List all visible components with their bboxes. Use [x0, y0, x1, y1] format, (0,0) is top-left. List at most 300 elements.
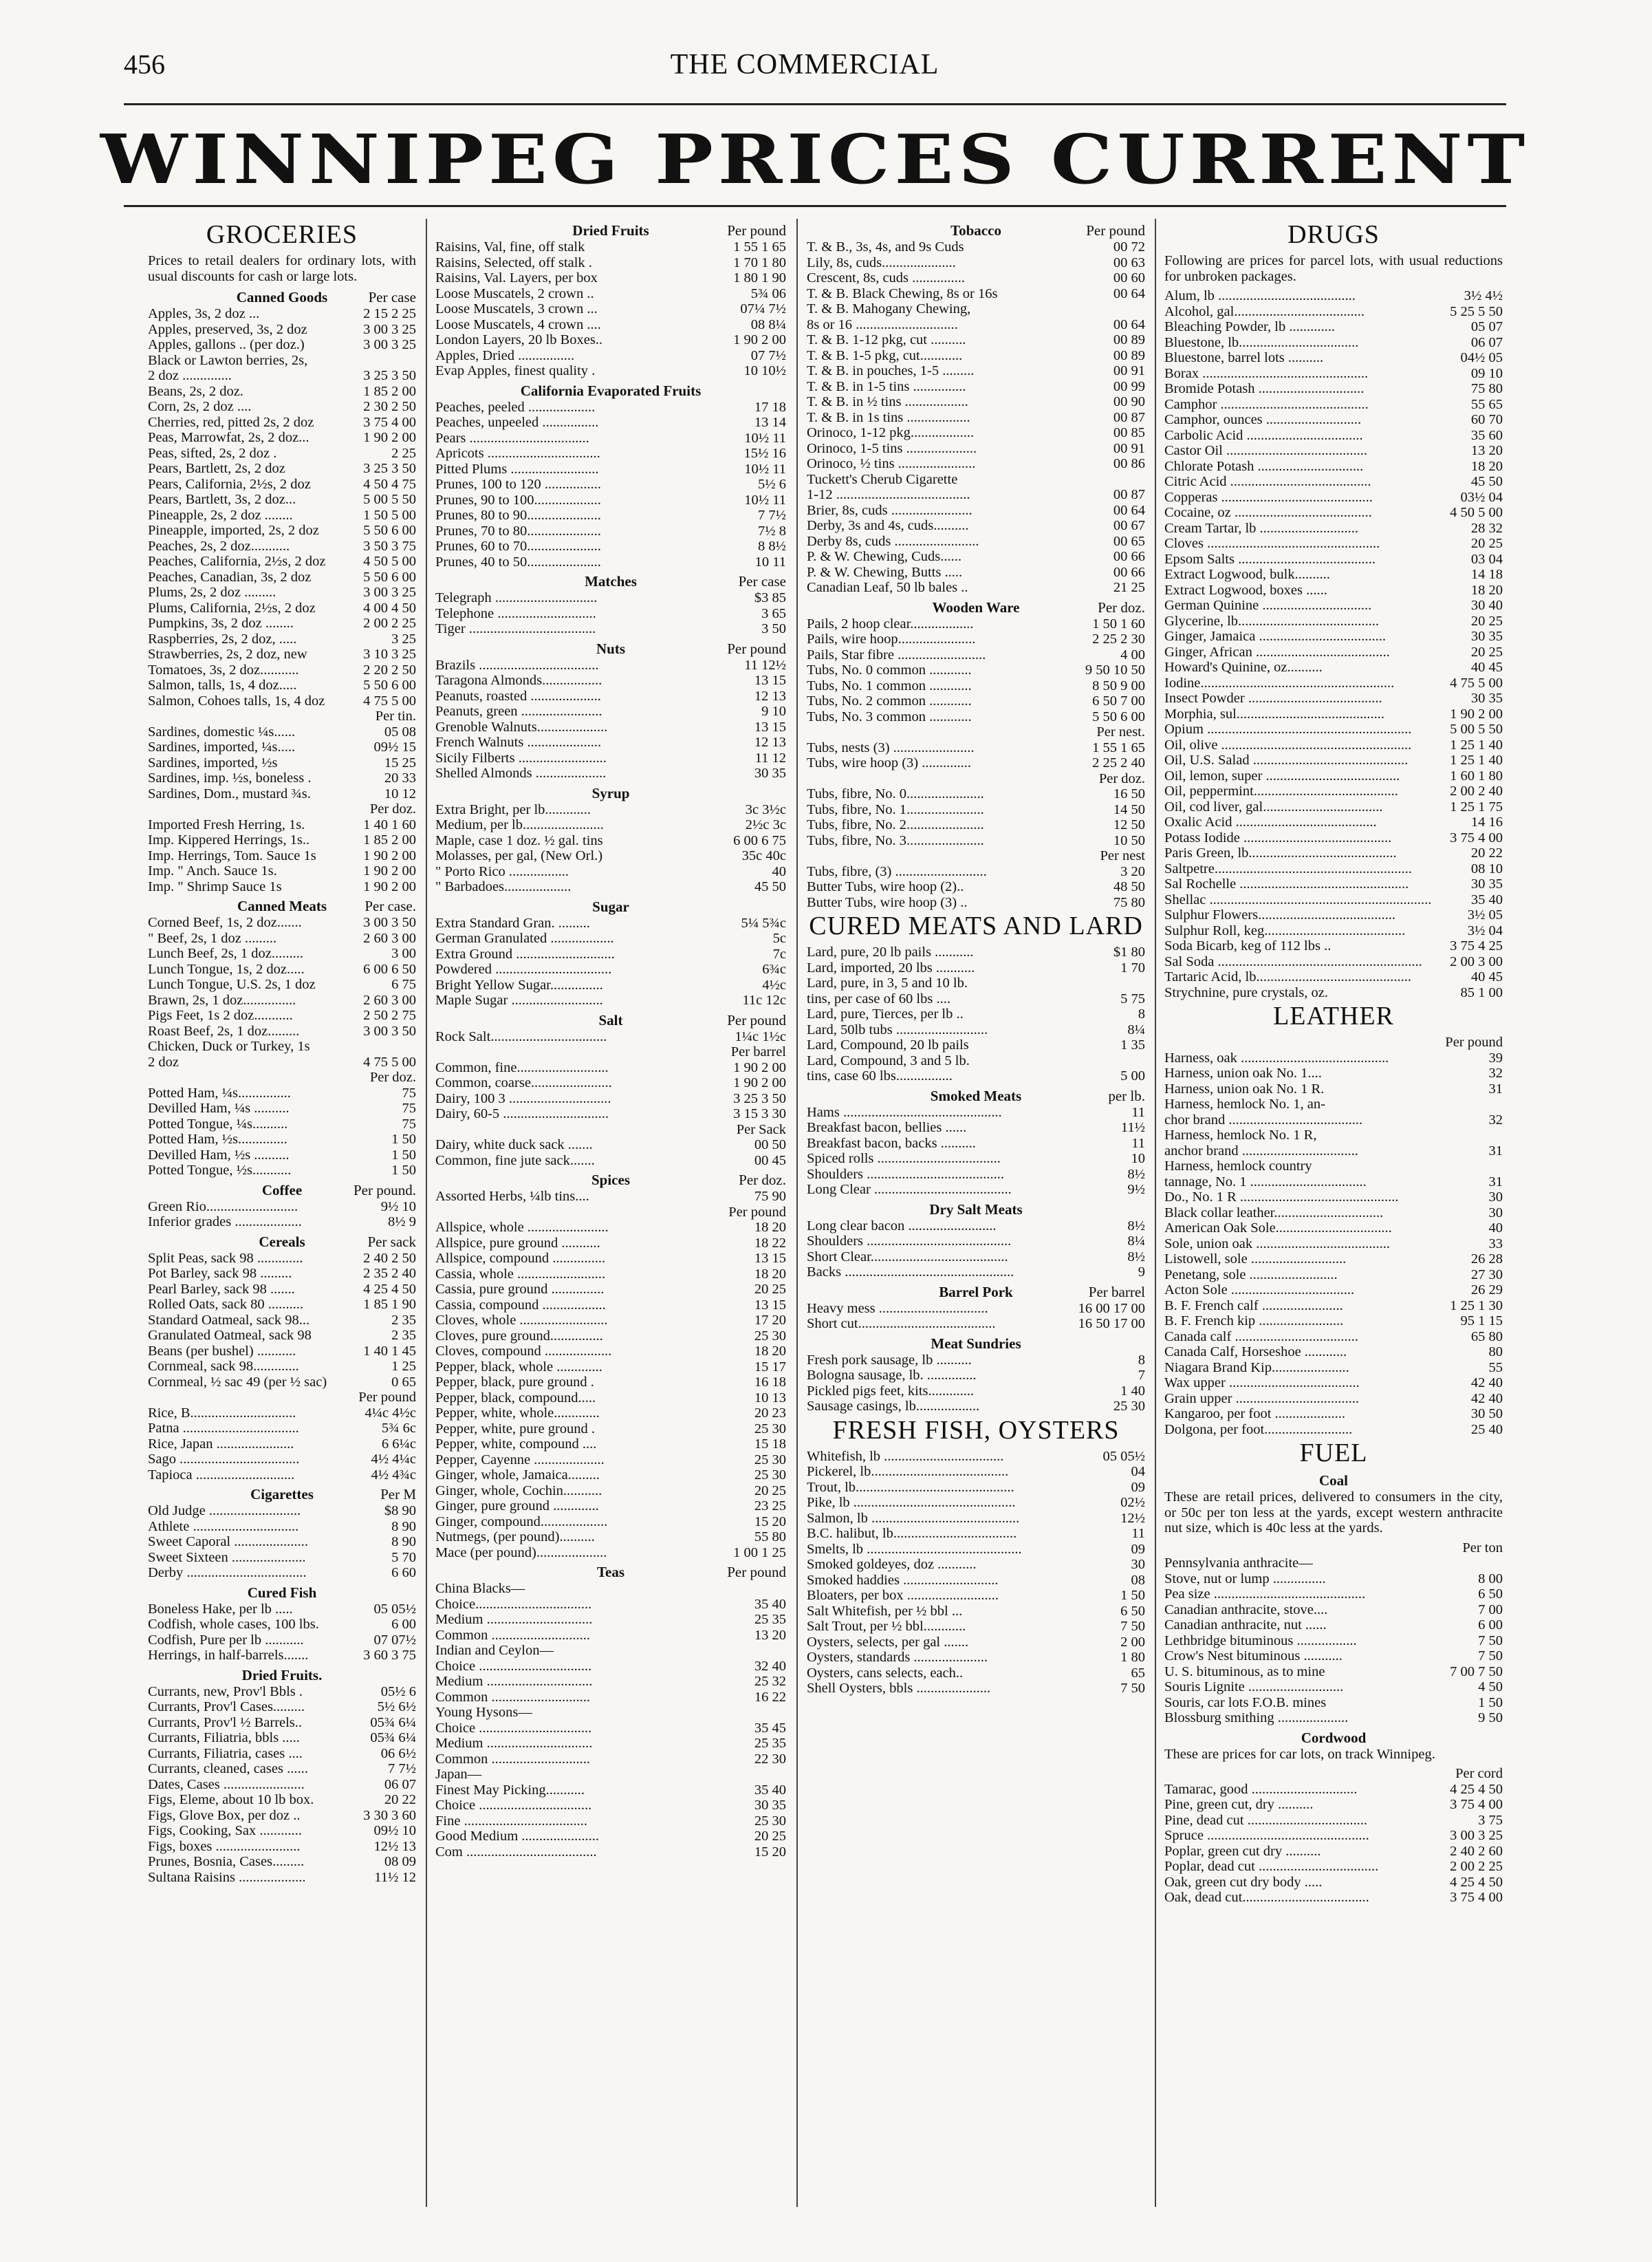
item-name: Heavy mess ...............................: [807, 1300, 988, 1316]
item-name: Prunes, 70 to 80.....................: [435, 523, 601, 539]
price-row: [807, 239, 1145, 255]
price-row: [148, 647, 416, 663]
item-price: 30: [1488, 1205, 1503, 1220]
item-price: 4 75 5 00: [363, 1054, 416, 1070]
price-row: [807, 1006, 1145, 1022]
price-row: [148, 786, 416, 802]
item-name: Peaches, 2s, 2 doz...........: [148, 538, 290, 554]
price-row: [148, 523, 416, 539]
price-row: [807, 1650, 1145, 1666]
price-row: [148, 693, 416, 709]
price-row: [435, 1467, 786, 1483]
item-price: 10 13: [754, 1390, 786, 1405]
item-price: 2 35 2 40: [363, 1266, 416, 1281]
price-row: [435, 1282, 786, 1297]
item-name: Copperas ...........................................: [1164, 489, 1373, 505]
item-name: P. & W. Chewing, Cuds......: [807, 549, 961, 564]
item-name: Prunes, 80 to 90.....................: [435, 508, 601, 523]
item-name: Saltpetre........................................................: [1164, 861, 1412, 876]
item-price: 2 25 2 40: [1092, 755, 1145, 771]
section-heading: GROCERIES: [206, 220, 358, 249]
item-price: 3 00: [391, 946, 416, 961]
unit-label: per lb.: [1108, 1087, 1145, 1104]
price-row: [807, 1383, 1145, 1399]
item-price: 1 55 1 65: [733, 239, 786, 255]
item-name: Pickled pigs feet, kits.............: [807, 1383, 975, 1399]
item-price: 09½ 15: [373, 740, 416, 755]
subsection-heading: [148, 1485, 416, 1503]
price-row: [807, 503, 1145, 519]
item-name: Pepper, Cayenne ....................: [435, 1452, 605, 1467]
item-price: 12½ 13: [373, 1838, 416, 1854]
price-row: [435, 590, 786, 606]
price-row: [148, 1405, 416, 1421]
price-row: [807, 1316, 1145, 1332]
price-row: [807, 1264, 1145, 1280]
item-name: T. & B. in 1s tins ..................: [807, 409, 970, 425]
item-price: 3 00 3 25: [363, 585, 416, 600]
item-name: Currants, cleaned, cases ......: [148, 1761, 308, 1776]
price-row: [807, 1234, 1145, 1249]
item-price: 1 90 2 00: [363, 848, 416, 863]
item-price: 3 25 3 50: [363, 368, 416, 383]
item-price: 35 60: [1470, 427, 1503, 443]
item-name: Insect Powder ......................................: [1164, 691, 1382, 706]
item-name: Apples, Dried ................: [435, 347, 575, 363]
item-price: 1 90 2 00: [1450, 706, 1503, 722]
item-price: 20 25: [754, 1282, 786, 1297]
item-price: $8 90: [384, 1503, 416, 1518]
item-name: Tiger ....................................: [435, 621, 596, 636]
price-row: [435, 239, 786, 255]
item-name: Sardines, imp. ½s, boneless .: [148, 771, 312, 786]
price-row: [807, 425, 1145, 441]
item-price: 8: [1138, 1352, 1145, 1368]
price-row: [148, 1008, 416, 1024]
item-name: Spruce ..............................................: [1164, 1828, 1369, 1843]
item-price: 06 6½: [380, 1745, 416, 1761]
item-name: chor brand ......................................: [1164, 1112, 1363, 1128]
item-price: 25 35: [754, 1736, 786, 1751]
item-name: Poplar, dead cut ..................................: [1164, 1859, 1379, 1874]
item-name: Herrings, in half-barrels.......: [148, 1648, 309, 1663]
item-price: 20 25: [754, 1483, 786, 1498]
item-name: Salmon, Cohoes talls, 1s, 4 doz: [148, 693, 325, 709]
price-row: [807, 565, 1145, 581]
item-name: Cornmeal, sack 98.............: [148, 1359, 299, 1374]
price-row: [435, 1153, 786, 1169]
price-row: [1164, 583, 1503, 599]
price-row: [1164, 1797, 1503, 1813]
price-row: [148, 1101, 416, 1117]
item-name: Pepper, black, compound.....: [435, 1390, 596, 1405]
item-price: 2 30 2 50: [363, 399, 416, 414]
item-price: 2 35: [391, 1328, 416, 1343]
item-name: Chicken, Duck or Turkey, 1s: [148, 1039, 310, 1054]
price-row: [1164, 1555, 1503, 1571]
item-price: 3 50: [761, 621, 786, 636]
item-name: Rice, B..............................: [148, 1405, 296, 1421]
price-row: [807, 1464, 1145, 1480]
item-price: 31: [1488, 1174, 1503, 1189]
item-price: 6 00: [391, 1617, 416, 1632]
price-row: [435, 431, 786, 446]
item-price: 30 35: [754, 766, 786, 781]
item-price: 75: [402, 1116, 416, 1132]
item-price: 8½: [1127, 1218, 1145, 1234]
item-name: Oak, dead cut....................................: [1164, 1890, 1369, 1905]
item-name: Tamarac, good ..............................: [1164, 1781, 1358, 1797]
item-price: 3 00 3 50: [363, 915, 416, 930]
item-price: 4 50 4 75: [363, 476, 416, 492]
column-2: [435, 219, 786, 2207]
price-row: [148, 1266, 416, 1282]
price-row: [807, 1480, 1145, 1496]
item-name: Potass Iodide ..........................................: [1164, 830, 1392, 845]
item-name: Nutmegs, (per pound)..........: [435, 1529, 595, 1544]
item-name: 8s or 16 .............................: [807, 316, 958, 332]
price-row: [1164, 1205, 1503, 1221]
price-row: [807, 817, 1145, 833]
item-price: 25 32: [754, 1674, 786, 1689]
price-row: [807, 709, 1145, 725]
item-name: Sardines, domestic ¼s......: [148, 724, 296, 740]
item-price: 30 50: [1470, 1406, 1503, 1421]
price-row: [807, 976, 1145, 991]
item-price: 4½c: [762, 977, 786, 993]
item-name: Cloves .................................................: [1164, 536, 1380, 551]
item-name: Black collar leather...............................: [1164, 1205, 1384, 1220]
item-price: 4¼c 4½c: [365, 1405, 416, 1421]
item-name: Loose Muscatels, 3 crown ...: [435, 301, 598, 316]
price-row: [148, 962, 416, 978]
price-row: [435, 766, 786, 782]
item-price: 42 40: [1470, 1390, 1503, 1406]
item-name: Medium ..............................: [435, 1674, 593, 1689]
item-price: 7 7½: [388, 1761, 416, 1776]
item-name: Pepper, black, pure ground .: [435, 1375, 594, 1390]
item-price: 10½ 11: [744, 461, 786, 477]
item-price: 04½ 05: [1460, 350, 1503, 365]
item-name: Lard, imported, 20 lbs ...........: [807, 960, 975, 976]
price-row: [148, 1746, 416, 1762]
item-name: B. F. French calf .......................: [1164, 1297, 1343, 1313]
unit-label: Per pound: [727, 1564, 786, 1580]
subsection-title: Nuts: [596, 640, 625, 657]
item-name: Pea size ...........................................: [1164, 1586, 1366, 1602]
item-name: Extra Ground ............................: [435, 946, 615, 962]
item-name: Tubs, fibre, No. 1......................: [807, 801, 984, 817]
item-name: Currants, Filiatria, bbls .....: [148, 1730, 300, 1745]
item-name: Apples, 3s, 2 doz ...: [148, 306, 260, 321]
price-row: [148, 1297, 416, 1313]
subsection-heading: [435, 222, 786, 239]
publication-title: THE COMMERCIAL: [670, 49, 939, 80]
item-price: 16 50: [1113, 786, 1145, 801]
item-name: Sardines, Dom., mustard ¾s.: [148, 786, 311, 801]
item-name: Lily, 8s, cuds.....................: [807, 255, 956, 270]
subsection-title: Cordwood: [1301, 1729, 1367, 1746]
item-price: 4 25 4 50: [1450, 1781, 1503, 1797]
item-price: [782, 1767, 786, 1782]
price-row: [1164, 1633, 1503, 1649]
item-name: Pine, dead cut ..................................: [1164, 1812, 1367, 1828]
price-row: [1164, 1344, 1503, 1360]
item-price: 13 15: [754, 1297, 786, 1313]
item-price: 27 30: [1470, 1267, 1503, 1282]
item-name: Salmon, lb ..........................................: [807, 1510, 1020, 1526]
item-name: Bluestone, barrel lots ..........: [1164, 350, 1324, 365]
price-row: [807, 1542, 1145, 1558]
section-heading: CURED MEATS AND LARD: [809, 912, 1143, 940]
item-price: 1 25 1 40: [1450, 737, 1503, 753]
price-row: [807, 301, 1145, 317]
subsection-heading: [148, 1233, 416, 1251]
item-price: 1 60 1 80: [1450, 768, 1503, 784]
page-header: [124, 48, 1486, 89]
price-row: [807, 616, 1145, 632]
item-name: Devilled Ham, ½s ..........: [148, 1147, 290, 1163]
item-price: 26 28: [1470, 1251, 1503, 1267]
price-row: [435, 1452, 786, 1468]
price-row: [807, 270, 1145, 286]
item-name: Camphor, ounces ...........................: [1164, 412, 1362, 427]
item-name: Standard Oatmeal, sack 98...: [148, 1312, 310, 1328]
item-name: T. & B. Black Chewing, 8s or 16s: [807, 286, 998, 301]
item-name: Mace (per pound)....................: [435, 1544, 607, 1560]
item-price: 00 85: [1113, 425, 1145, 440]
item-price: [1141, 472, 1145, 488]
price-row: [1164, 1586, 1503, 1602]
item-name: Pickerel, lb.......................................: [807, 1464, 1009, 1479]
price-row: [1164, 381, 1503, 397]
item-price: 20 22: [1470, 845, 1503, 861]
item-name: Sultana Raisins ...................: [148, 1869, 306, 1885]
item-price: 00 67: [1113, 518, 1145, 533]
item-price: 2 60 3 00: [363, 930, 416, 946]
price-row: [807, 317, 1145, 333]
subsection-title: Teas: [596, 1564, 625, 1580]
price-row: [148, 1282, 416, 1297]
price-row: [435, 1721, 786, 1736]
item-name: 2 doz ..............: [148, 368, 232, 383]
item-price: 11c 12c: [742, 993, 786, 1008]
item-name: Taragona Almonds.................: [435, 673, 602, 688]
price-row: [435, 332, 786, 348]
subsection-title: Wooden Ware: [932, 599, 1020, 616]
item-price: 75: [402, 1101, 416, 1116]
item-name: Derby ..................................: [148, 1565, 307, 1580]
price-row: [1164, 319, 1503, 335]
item-name: Harness, hemlock country: [1164, 1159, 1312, 1174]
price-row: [435, 1514, 786, 1530]
item-price: 10 11: [754, 554, 786, 570]
section-note: These are prices for car lots, on track Winnipeg.: [1164, 1746, 1435, 1762]
item-price: 1 80: [1120, 1650, 1145, 1665]
price-row: [148, 1602, 416, 1617]
page-number: 456: [124, 49, 165, 80]
item-price: 05½ 6: [380, 1683, 416, 1699]
item-name: Brawn, 2s, 1 doz...............: [148, 992, 296, 1008]
price-row: [807, 363, 1145, 379]
price-row: [807, 945, 1145, 960]
price-row: [807, 895, 1145, 911]
item-name: Corned Beef, 1s, 2 doz.......: [148, 915, 302, 930]
item-price: 45 50: [754, 879, 786, 894]
price-row: [807, 286, 1145, 302]
price-row: [1164, 1220, 1503, 1236]
price-row: [148, 477, 416, 493]
price-row: [148, 1199, 416, 1215]
item-name: Chlorate Potash ..............................: [1164, 458, 1364, 474]
item-price: 4 25 4 50: [363, 1281, 416, 1297]
item-name: Evap Apples, finest quality .: [435, 363, 596, 378]
item-price: 00 72: [1113, 239, 1145, 255]
item-price: 00 64: [1113, 316, 1145, 332]
item-price: 30 35: [1470, 876, 1503, 892]
price-row: [807, 255, 1145, 271]
item-name: Breakfast bacon, backs ..........: [807, 1135, 976, 1151]
item-name: Brier, 8s, cuds .......................: [807, 502, 972, 518]
price-row: [148, 832, 416, 848]
section-heading: LEATHER: [1273, 1002, 1394, 1031]
item-price: 1 50 5 00: [363, 507, 416, 523]
subsection-title: Cured Fish: [247, 1584, 317, 1601]
subsection-heading: [148, 1181, 416, 1199]
item-price: 06 07: [384, 1776, 416, 1792]
price-row: [435, 400, 786, 416]
price-row: [148, 461, 416, 477]
item-price: 1 25: [391, 1359, 416, 1374]
item-name: Ginger, whole, Jamaica.........: [435, 1467, 600, 1483]
price-row: [807, 632, 1145, 647]
item-price: 2½c 3c: [745, 817, 786, 832]
item-price: 11 12½: [744, 657, 786, 673]
item-price: 16 00 17 00: [1078, 1300, 1145, 1316]
item-name: Tubs, No. 3 common ............: [807, 709, 972, 724]
item-name: Pumpkins, 3s, 2 doz ........: [148, 616, 294, 631]
item-name: Oil, olive ......................................................: [1164, 737, 1412, 753]
price-row: [1164, 598, 1503, 614]
unit-label: Per pound: [1445, 1035, 1503, 1050]
price-row: [148, 915, 416, 931]
item-name: Lunch Tongue, 1s, 2 doz.....: [148, 961, 305, 977]
price-row: [807, 1635, 1145, 1650]
unit-label: Per pound: [727, 640, 786, 657]
item-name: Glycerine, lb........................................: [1164, 613, 1380, 629]
price-row: [1164, 1128, 1503, 1143]
subsection-heading: [807, 1335, 1145, 1353]
item-price: 1 85 1 90: [363, 1297, 416, 1312]
item-name: Common, fine jute sack.......: [435, 1152, 595, 1168]
item-name: Loose Muscatels, 4 crown ....: [435, 316, 601, 332]
price-row: [435, 493, 786, 508]
price-row: [435, 1813, 786, 1829]
item-name: Choice.................................: [435, 1596, 592, 1612]
item-name: Imp. Herrings, Tom. Sauce 1s: [148, 848, 316, 863]
item-name: Harness, union oak No. 1....: [1164, 1066, 1322, 1081]
item-price: 35 40: [1470, 892, 1503, 907]
item-price: 3½ 04: [1467, 923, 1503, 938]
item-price: 35 45: [754, 1720, 786, 1736]
price-row: [1164, 1406, 1503, 1422]
price-row: [148, 1777, 416, 1793]
price-row: [1164, 753, 1503, 768]
price-row: [1164, 830, 1503, 846]
price-row: [435, 1436, 786, 1452]
item-name: Backs ................................................: [807, 1264, 1014, 1280]
item-name: Sausage casings, lb..................: [807, 1399, 980, 1414]
item-price: 1 90 2 00: [733, 332, 786, 347]
item-price: 18 20: [754, 1220, 786, 1235]
item-price: 1 50: [1120, 1588, 1145, 1603]
item-name: Tubs, wire hoop (3) ..............: [807, 755, 971, 771]
item-price: 1 70: [1120, 960, 1145, 976]
item-name: Bluestone, lb..................................: [1164, 334, 1359, 350]
price-row: [807, 534, 1145, 550]
item-price: 00 64: [1113, 502, 1145, 518]
item-price: 65: [1131, 1665, 1145, 1681]
price-row: [1164, 676, 1503, 691]
price-row: [807, 487, 1145, 503]
item-name: Pine, green cut, dry ..........: [1164, 1797, 1314, 1812]
item-price: 1 50: [391, 1163, 416, 1178]
item-price: 3c 3½c: [745, 801, 786, 817]
item-price: 05 08: [384, 724, 416, 740]
price-row: [435, 1545, 786, 1561]
price-row: [435, 1736, 786, 1752]
price-row: [148, 337, 416, 353]
item-price: 1 50: [391, 1132, 416, 1147]
price-row: [1164, 1066, 1503, 1081]
price-row: [148, 678, 416, 693]
item-price: 07 7½: [750, 347, 786, 363]
subsection-heading: [435, 382, 786, 400]
price-row: [807, 1619, 1145, 1635]
price-row: [807, 1136, 1145, 1152]
item-price: 30 35: [754, 1798, 786, 1813]
price-row: [1164, 1890, 1503, 1906]
price-row: [807, 1526, 1145, 1542]
column-4: [1164, 219, 1503, 2207]
price-row: [148, 817, 416, 833]
price-row: [435, 1767, 786, 1782]
item-price: [1141, 976, 1145, 991]
item-name: Raisins, Selected, off stalk .: [435, 255, 592, 270]
price-row: [435, 1643, 786, 1659]
price-row: [807, 1368, 1145, 1383]
item-name: Pepper, white, whole.............: [435, 1405, 600, 1421]
item-price: 6 00: [1478, 1617, 1503, 1633]
item-price: 1 40: [1120, 1383, 1145, 1399]
item-name: Acton Sole ...................................: [1164, 1282, 1355, 1297]
item-price: 18 20: [754, 1266, 786, 1282]
item-price: 55 80: [754, 1529, 786, 1544]
item-price: 2 60 3 00: [363, 992, 416, 1008]
item-name: Tuckett's Cherub Cigarette: [807, 471, 958, 487]
price-row: [148, 1550, 416, 1566]
price-row: [1164, 861, 1503, 877]
item-price: 7 50: [1478, 1648, 1503, 1663]
price-row: [807, 1449, 1145, 1465]
item-name: Alum, lb .......................................: [1164, 288, 1356, 303]
item-name: Extract Logwood, boxes ......: [1164, 582, 1327, 598]
item-price: 6 60: [391, 1565, 416, 1580]
price-row: [435, 415, 786, 431]
item-price: 25 30: [754, 1813, 786, 1829]
price-row: [435, 1390, 786, 1406]
item-price: 03½ 04: [1460, 489, 1503, 505]
